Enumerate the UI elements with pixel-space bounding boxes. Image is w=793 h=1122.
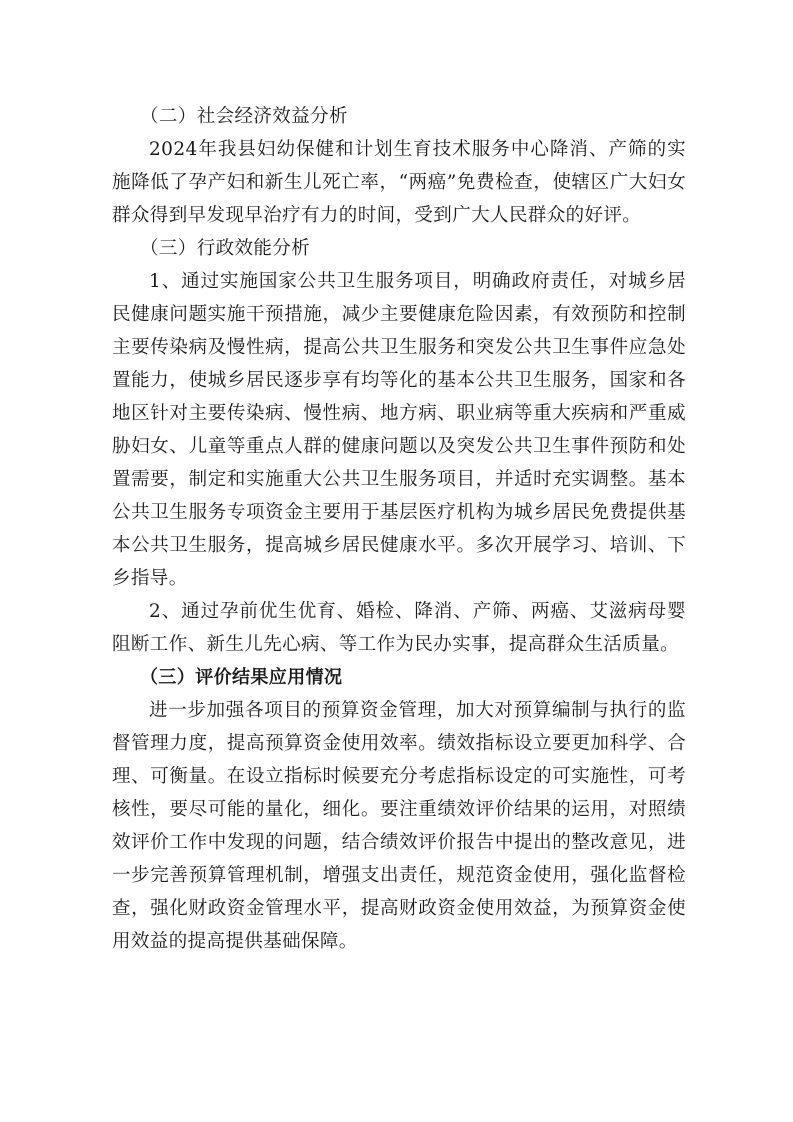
document-body [112, 100, 686, 958]
paragraph-social-economic-benefit: 2024年我县妇幼保健和计划生育技术服务中心降消、产筛的实施降低了孕产妇和新生儿死亡率，“两癌”免费检查，使辖区广大妇女群众得到早发现早治疗有力的时间，受到广大人民群众的好评。 [112, 139, 686, 226]
paragraph-evaluation-result-application: 进一步加强各项目的预算资金管理，加大对预算编制与执行的监督管理力度，提高预算资金使用效率。绩效指标设立要更加科学、合理、可衡量。在设立指标时候要充分考虑指标设定的可实施性，可考核性，要尽可能的量化，细化。要注重绩效评价结果的运用，对照绩效评价工作中发现的问题，结合绩效评价报告中提出的整改意见，进一步完善预算管理机制，增强支出责任，规范资金使用，强化监督检查，强化财政资金管理水平，提高财政资金使用效益，为预算资金使用效益的提高提供基础保障。 [112, 700, 686, 952]
heading-social-economic-benefit: （二）社会经济效益分析 [140, 106, 348, 127]
heading-administrative-efficiency: （三）行政效能分析 [140, 238, 311, 259]
paragraph-admin-item-1: 1、通过实施国家公共卫生服务项目，明确政府责任，对城乡居民健康问题实施干预措施，减少主要健康危险因素，有效预防和控制主要传染病及慢性病，提高公共卫生服务和突发公共卫生事件应急处置能力，使城乡居民逐步享有均等化的基本公共卫生服务，国家和各地区针对主要传染病、慢性病、地方病、职业病等重大疾病和严重威胁妇女、儿童等重点人群的健康问题以及突发公共卫生事件预防和处置需要，制定和实施重大公共卫生服务项目，并适时充实调整。基本公共卫生服务专项资金主要用于基层医疗机构为城乡居民免费提供基本公共卫生服务，提高城乡居民健康水平。多次开展学习、培训、下乡指导。 [112, 271, 686, 589]
paragraph-admin-item-2: 2、通过孕前优生优育、婚检、降消、产筛、两癌、艾滋病母婴阻断工作、新生儿先心病、等工作为民办实事，提高群众生活质量。 [112, 601, 686, 655]
heading-evaluation-result-application: （三）评价结果应用情况 [140, 667, 343, 688]
